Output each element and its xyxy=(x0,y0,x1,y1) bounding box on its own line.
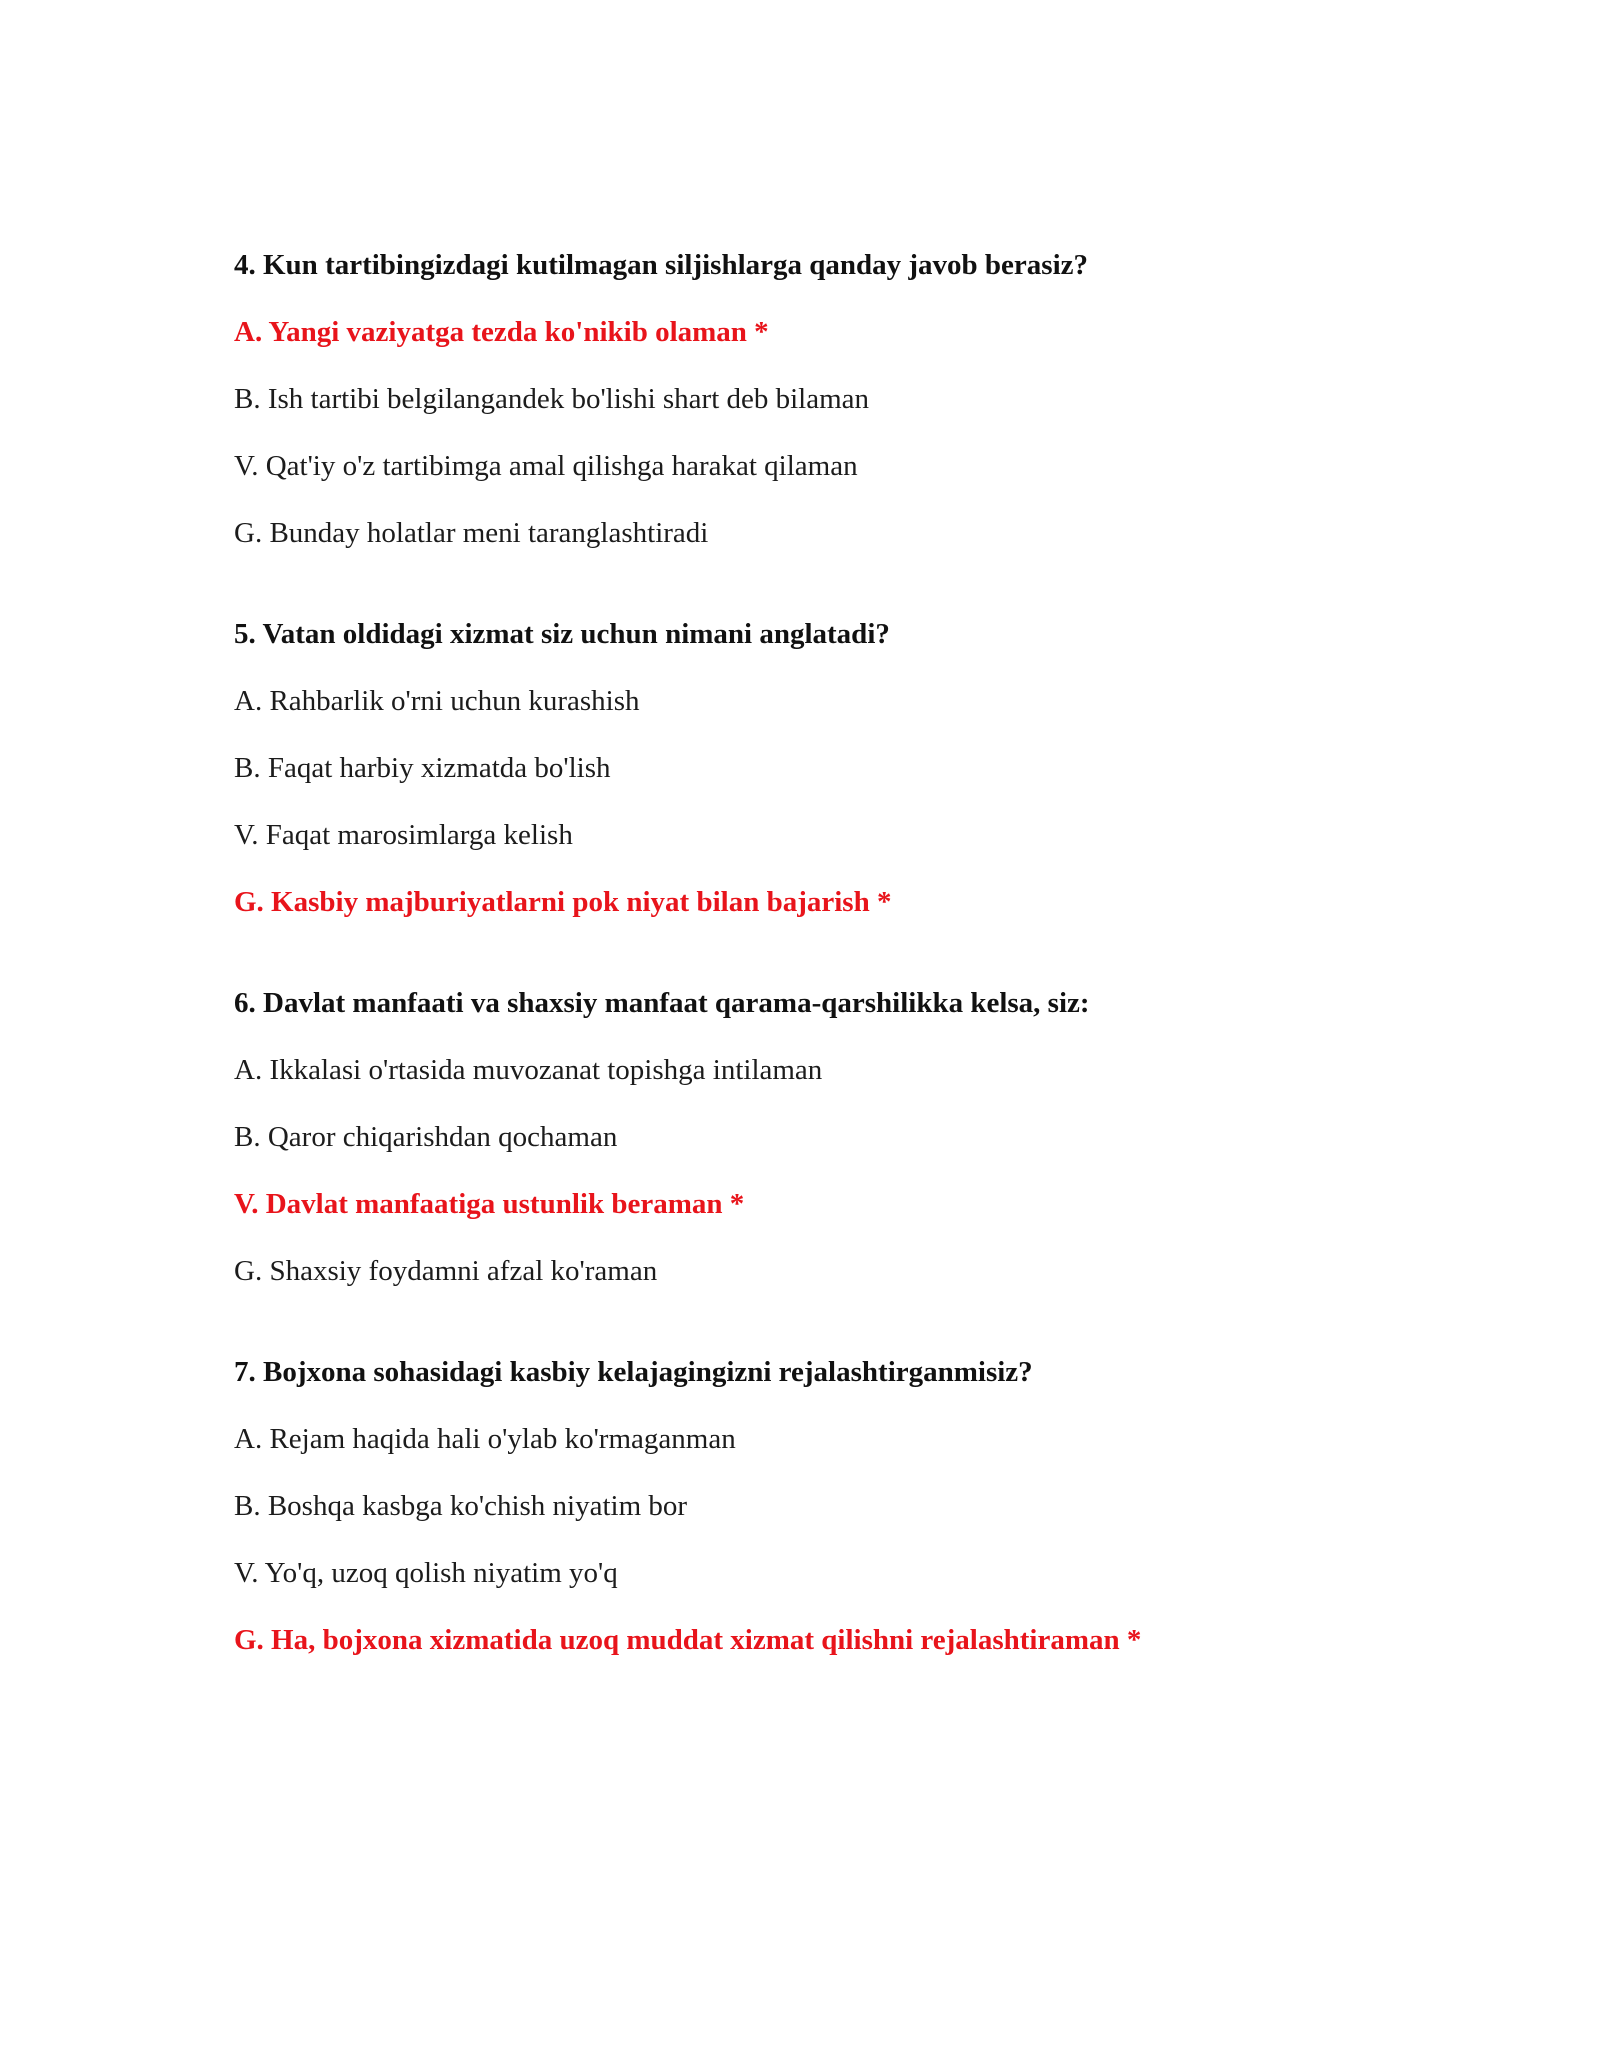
answer-option: B. Boshqa kasbga ko'chish niyatim bor xyxy=(234,1490,688,1522)
question-block-6 xyxy=(234,986,1434,1288)
answer-option: A. Rejam haqida hali o'ylab ko'rmaganman xyxy=(234,1423,736,1455)
answer-option: V. Yo'q, uzoq qolish niyatim yo'q xyxy=(234,1557,618,1589)
answer-option: A. Ikkalasi o'rtasida muvozanat topishga intilaman xyxy=(234,1054,823,1086)
question-block-5 xyxy=(234,617,1434,919)
correct-answer-option: V. Davlat manfaatiga ustunlik beraman * xyxy=(234,1188,745,1220)
correct-answer-option: G. Kasbiy majburiyatlarni pok niyat bilan bajarish * xyxy=(234,886,892,918)
answer-option: G. Shaxsiy foydamni afzal ko'raman xyxy=(234,1255,658,1287)
question-title: 7. Bojxona sohasidagi kasbiy kelajagingizni rejalashtirganmisiz? xyxy=(234,1356,1033,1388)
question-title: 4. Kun tartibingizdagi kutilmagan siljishlarga qanday javob berasiz? xyxy=(234,249,1089,281)
correct-answer-option: G. Ha, bojxona xizmatida uzoq muddat xizmat qilishni rejalashtiraman * xyxy=(234,1624,1142,1656)
question-block-7 xyxy=(234,1355,1434,1657)
answer-option: V. Faqat marosimlarga kelish xyxy=(234,819,573,851)
answer-option: A. Rahbarlik o'rni uchun kurashish xyxy=(234,685,640,717)
question-block-4 xyxy=(234,248,1434,550)
answer-option: V. Qat'iy o'z tartibimga amal qilishga harakat qilaman xyxy=(234,450,858,482)
question-title: 5. Vatan oldidagi xizmat siz uchun nimani anglatadi? xyxy=(234,618,890,650)
answer-option: G. Bunday holatlar meni taranglashtiradi xyxy=(234,517,709,549)
questionnaire xyxy=(234,248,1434,1724)
answer-option: B. Faqat harbiy xizmatda bo'lish xyxy=(234,752,611,784)
answer-option: B. Qaror chiqarishdan qochaman xyxy=(234,1121,618,1153)
answer-option: B. Ish tartibi belgilangandek bo'lishi shart deb bilaman xyxy=(234,383,870,415)
question-title: 6. Davlat manfaati va shaxsiy manfaat qarama-qarshilikka kelsa, siz: xyxy=(234,987,1090,1019)
correct-answer-option: A. Yangi vaziyatga tezda ko'nikib olaman * xyxy=(234,316,769,348)
